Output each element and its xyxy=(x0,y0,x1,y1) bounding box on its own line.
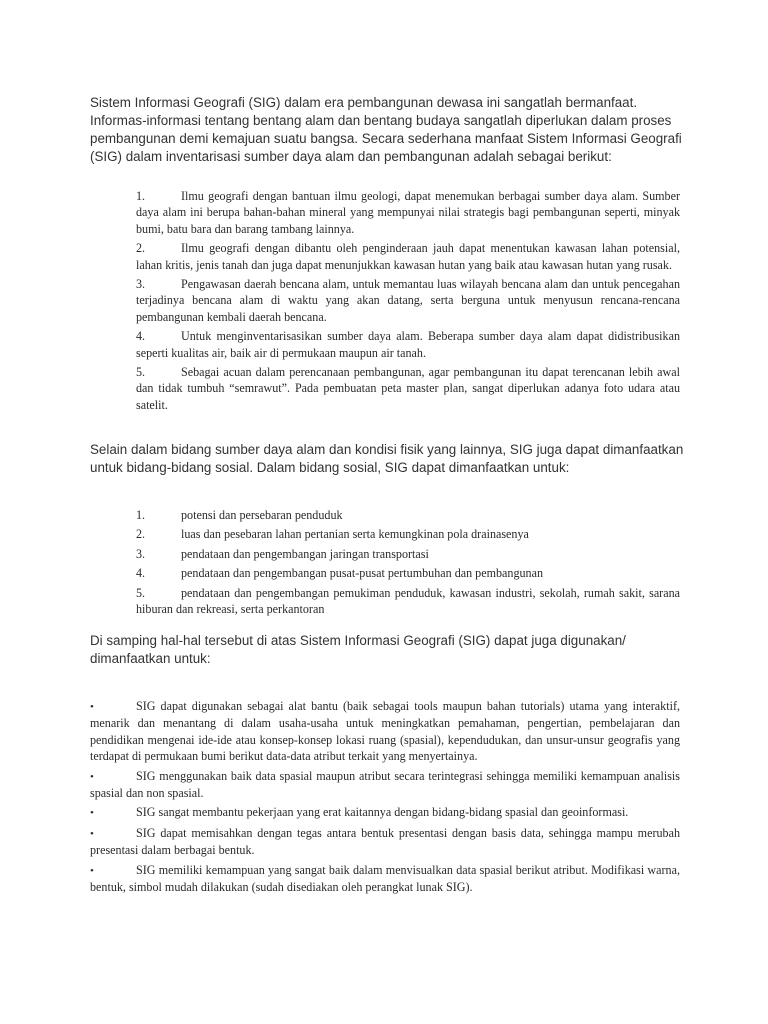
bullet-icon: • xyxy=(90,827,94,840)
list-number: 1. xyxy=(136,508,146,522)
list-item xyxy=(136,276,680,325)
list-item-text: pendataan dan pengembangan pusat-pusat pertumbuhan dan pembangunan xyxy=(181,566,544,581)
social-list xyxy=(136,507,680,620)
bullet-item xyxy=(90,698,680,765)
list-item xyxy=(136,240,680,273)
bullet-icon: • xyxy=(90,864,94,877)
bullet-item xyxy=(90,768,680,802)
list-item-text: Untuk menginventarisasikan sumber daya alam. Beberapa sumber daya alam dapat didistribusikan seperti kualitas air, baik air di permukaan maupun air tanah. xyxy=(136,329,680,360)
bullet-item-text: SIG memiliki kemampuan yang sangat baik dalam menvisualkan data spasial berikut atribut. Modifikasi warna, bentuk, simbol mudah dilakukan (sudah disediakan oleh perangkat lunak SIG). xyxy=(90,862,680,895)
bullet-icon: • xyxy=(90,701,94,713)
list-item xyxy=(136,364,680,413)
other-uses-list xyxy=(90,698,680,898)
bullet-item xyxy=(90,825,680,859)
list-number: 2. xyxy=(136,241,146,256)
list-item xyxy=(136,328,680,361)
social-text: Selain dalam bidang sumber daya alam dan kondisi fisik yang lainnya, SIG juga dapat dimanfaatkan untuk bidang-bidang sosial. Dalam bidang sosial, SIG dapat dimanfaatkan untuk: xyxy=(90,442,684,475)
list-item xyxy=(136,546,680,562)
list-item-text: luas dan pesebaran lahan pertanian serta kemungkinan pola drainasenya xyxy=(181,527,529,542)
list-item-text: Sebagai acuan dalam perencanaan pembangunan, agar pembangunan itu dapat terencanan lebih awal dan tidak tumbuh “semrawut”. Pada pembuatan peta master plan, sangat diperlukan adanya foto udara atau satelit. xyxy=(136,365,680,412)
social-paragraph xyxy=(90,441,690,477)
bullet-item-text: SIG sangat membantu pekerjaan yang erat kaitannya dengan bidang-bidang spasial dan geoinformasi. xyxy=(136,805,629,820)
list-item-text: pendataan dan pengembangan jaringan transportasi xyxy=(181,546,429,561)
list-number: 5. xyxy=(136,585,146,600)
list-number: 2. xyxy=(136,527,146,542)
list-item xyxy=(136,565,680,581)
other-uses-paragraph xyxy=(90,632,690,668)
list-number: 4. xyxy=(136,566,146,581)
list-number: 1. xyxy=(136,189,146,203)
list-item-text: potensi dan persebaran penduduk xyxy=(181,508,343,522)
bullet-icon: • xyxy=(90,770,94,783)
list-item xyxy=(136,188,680,237)
list-number: 3. xyxy=(136,277,146,292)
list-item-text: Ilmu geografi dengan dibantu oleh penginderaan jauh dapat menentukan kawasan lahan potensial, lahan kritis, jenis tanah dan juga dapat menunjukkan kawasan hutan yang baik atau kawasan hutan yang rusak. xyxy=(136,241,680,272)
list-item-text: Ilmu geografi dengan bantuan ilmu geologi, dapat menemukan berbagai sumber daya alam. Sumber daya alam ini berupa bahan-bahan mineral yang mempunyai nilai strategis bagi pembangunan seperti, minyak bumi, batu bara dan barang tambang lainnya. xyxy=(136,189,680,236)
bullet-item xyxy=(90,804,680,821)
list-item-text: pendataan dan pengembangan pemukiman penduduk, kawasan industri, sekolah, rumah sakit, sarana hiburan dan rekreasi, serta perkantoran xyxy=(136,585,680,617)
bullet-item-text: SIG dapat memisahkan dengan tegas antara bentuk presentasi dengan basis data, sehingga mampu merubah presentasi dalam berbagai bentuk. xyxy=(90,825,680,858)
bullet-item-text: SIG menggunakan baik data spasial maupun atribut secara terintegrasi sehingga memiliki kemampuan analisis spasial dan non spasial. xyxy=(90,768,680,801)
list-number: 4. xyxy=(136,329,146,344)
bullet-item-text: SIG dapat digunakan sebagai alat bantu (baik sebagai tools maupun bahan tutorials) utama yang interaktif, menarik dan menantang di dalam usaha-usaha untuk meningkatkan pemahaman, pengertian, pembelajaran dan pendidikan mengenai ide-ide atau konsep-konsep lokasi ruang (spasial), kependudukan, dan unsur-unsur geografis yang terdapat di permukaan bumi berikut data-data atribut terkait yang menyertainya. xyxy=(90,699,680,764)
natural-resources-list xyxy=(136,188,680,416)
list-item xyxy=(136,507,680,523)
intro-text: Sistem Informasi Geografi (SIG) dalam era pembangunan dewasa ini sangatlah bermanfaat. Informas-informasi tentang bentang alam dan bentang budaya sangatlah diperlukan dalam proses pembangunan demi kemajuan suatu bangsa. Secara sederhana manfaat Sistem Informasi Geografi (SIG) dalam inventarisasi sumber daya alam dan pembangunan adalah sebagai berikut: xyxy=(90,95,682,164)
list-item xyxy=(136,526,680,542)
intro-paragraph xyxy=(90,94,690,166)
bullet-item xyxy=(90,862,680,896)
list-number: 3. xyxy=(136,546,146,561)
list-item-text: Pengawasan daerah bencana alam, untuk memantau luas wilayah bencana alam dan untuk pencegahan terjadinya bencana alam di waktu yang akan datang, serta berguna untuk menyusun rencana-rencana pembangunan kembali daerah bencana. xyxy=(136,277,680,324)
other-uses-text: Di samping hal-hal tersebut di atas Sistem Informasi Geografi (SIG) dapat juga digunakan/ dimanfaatkan untuk: xyxy=(90,633,626,666)
bullet-icon: • xyxy=(90,807,94,820)
list-item xyxy=(136,585,680,618)
list-number: 5. xyxy=(136,365,146,380)
